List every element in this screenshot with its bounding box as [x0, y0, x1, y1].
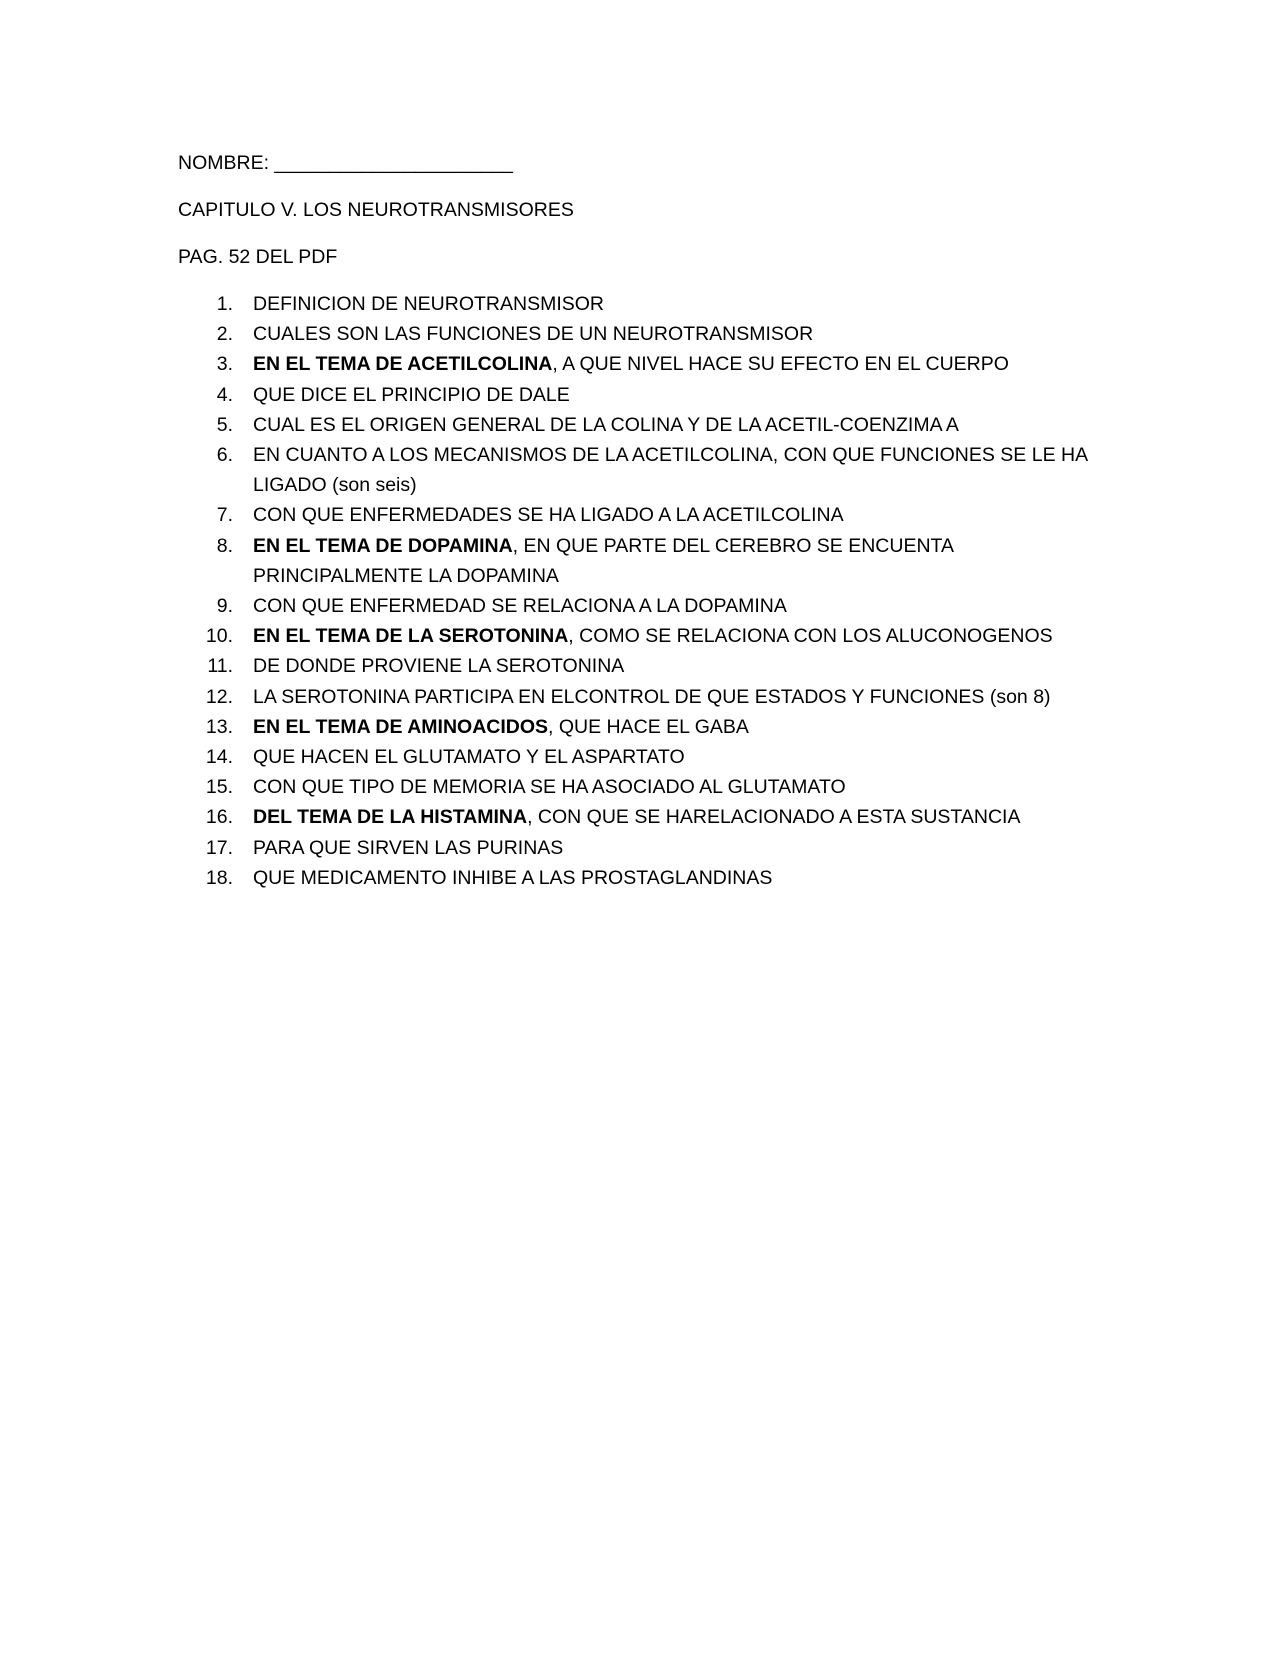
item-number: 18.: [205, 866, 233, 889]
item-number: 11.: [207, 655, 233, 678]
question-text: DE DONDE PROVIENE LA SEROTONINA: [253, 655, 625, 678]
item-number: 2.: [216, 323, 233, 346]
question-text: PARA QUE SIRVEN LAS PURINAS: [253, 836, 564, 859]
name-line: NOMBRE: ______________________: [178, 152, 514, 174]
list-item: [178, 772, 1118, 802]
item-number: 12.: [205, 685, 233, 708]
question-text: , COMO SE RELACIONA CON LOS ALUCONOGENOS: [568, 625, 1053, 648]
chapter-title: CAPITULO V. LOS NEUROTRANSMISORES: [178, 199, 574, 221]
item-number: 15.: [205, 776, 233, 799]
question-text: LA SEROTONINA PARTICIPA EN ELCONTROL DE QUE ESTADOS Y FUNCIONES (son 8): [253, 685, 1051, 708]
item-number: 10.: [205, 625, 233, 648]
question-text: CUALES SON LAS FUNCIONES DE UN NEUROTRANSMISOR: [253, 323, 814, 346]
item-number: 4.: [216, 383, 233, 406]
list-item: [178, 621, 1118, 651]
list-item: [178, 742, 1118, 772]
question-text: CON QUE ENFERMEDAD SE RELACIONA A LA DOPAMINA: [253, 595, 787, 618]
question-text: CUAL ES EL ORIGEN GENERAL DE LA COLINA Y DE LA ACETIL-COENZIMA A: [253, 413, 959, 436]
item-number: 3.: [216, 353, 233, 376]
question-text: , QUE HACE EL GABA: [548, 715, 749, 738]
list-item: [178, 833, 1118, 863]
list-item: [178, 802, 1118, 832]
item-number: 5.: [216, 413, 233, 436]
topic-heading: EN EL TEMA DE DOPAMINA: [253, 534, 513, 557]
item-number: 14.: [205, 746, 233, 769]
list-item: [178, 712, 1118, 742]
list-item: [178, 289, 1118, 319]
list-item: [178, 531, 1118, 591]
question-text: , EN QUE PARTE DEL CEREBRO SE ENCUENTA PRINCIPALMENTE LA DOPAMINA: [253, 534, 953, 587]
list-item: [178, 591, 1118, 621]
item-number: 17.: [205, 836, 233, 859]
question-text: QUE HACEN EL GLUTAMATO Y EL ASPARTATO: [253, 746, 685, 769]
item-number: 16.: [205, 806, 233, 829]
list-item: [178, 319, 1118, 349]
question-text: QUE MEDICAMENTO INHIBE A LAS PROSTAGLANDINAS: [253, 866, 773, 889]
list-item: [178, 380, 1118, 410]
question-list: [178, 289, 1118, 893]
item-number: 8.: [216, 534, 233, 557]
question-text: CON QUE ENFERMEDADES SE HA LIGADO A LA ACETILCOLINA: [253, 504, 844, 527]
topic-heading: EN EL TEMA DE LA SEROTONINA: [253, 625, 569, 648]
item-number: 7.: [216, 504, 233, 527]
list-item: [178, 440, 1118, 500]
list-item: [178, 410, 1118, 440]
list-item: [178, 500, 1118, 530]
topic-heading: EN EL TEMA DE ACETILCOLINA: [253, 353, 553, 376]
topic-heading: EN EL TEMA DE AMINOACIDOS: [253, 715, 549, 738]
question-text: , CON QUE SE HARELACIONADO A ESTA SUSTANCIA: [527, 806, 1021, 829]
question-text: DEFINICION DE NEUROTRANSMISOR: [253, 293, 605, 315]
item-number: 13.: [205, 715, 233, 738]
question-text: EN CUANTO A LOS MECANISMOS DE LA ACETILCOLINA, CON QUE FUNCIONES SE LE HA LIGADO (son seis): [253, 444, 1088, 497]
item-number: 6.: [216, 444, 233, 467]
item-number: 9.: [216, 595, 233, 618]
page-reference: PAG. 52 DEL PDF: [178, 246, 338, 268]
question-text: , A QUE NIVEL HACE SU EFECTO EN EL CUERPO: [552, 353, 1009, 376]
item-number: 1.: [216, 293, 233, 315]
question-text: CON QUE TIPO DE MEMORIA SE HA ASOCIADO AL GLUTAMATO: [253, 776, 846, 799]
list-item: [178, 651, 1118, 681]
list-item: [178, 682, 1118, 712]
list-item: [178, 349, 1118, 379]
topic-heading: DEL TEMA DE LA HISTAMINA: [253, 806, 528, 829]
question-text: QUE DICE EL PRINCIPIO DE DALE: [253, 383, 570, 406]
list-item: [178, 863, 1118, 893]
